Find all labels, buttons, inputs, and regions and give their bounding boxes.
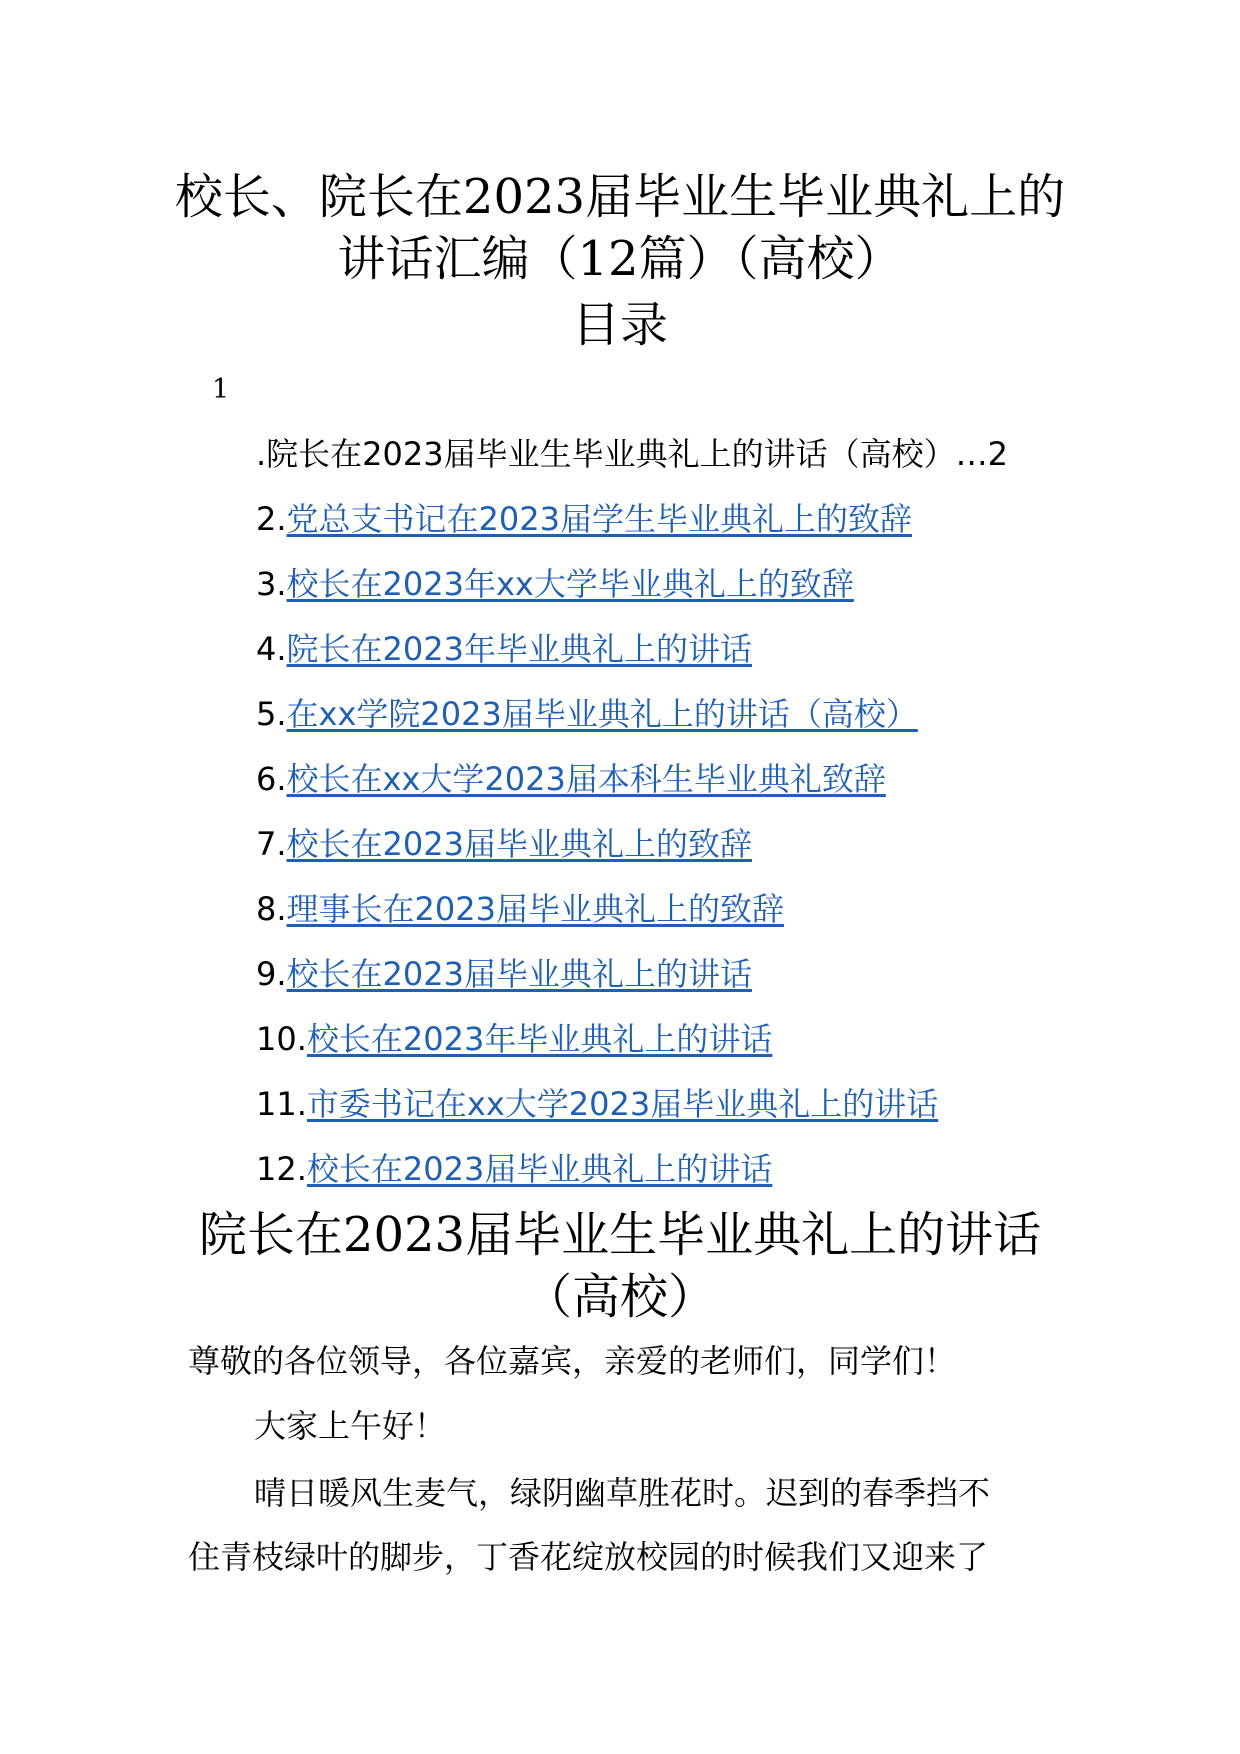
body-paragraph-line: 住青枝绿叶的脚步，丁香花绽放校园的时候我们又迎来了 — [188, 1538, 989, 1576]
toc-item-text: 院长在2023届毕业生毕业典礼上的讲话（高校）…2 — [266, 435, 1008, 473]
table-of-contents — [256, 430, 1008, 1210]
section-title: 院长在2023届毕业生毕业典礼上的讲话（高校） — [198, 1207, 1042, 1325]
toc-item-number: 3. — [256, 565, 287, 603]
toc-item-5 — [256, 690, 1008, 755]
toc-link-10[interactable]: 校长在2023年毕业典礼上的讲话 — [306, 1020, 773, 1058]
toc-link-7[interactable]: 校长在2023届毕业典礼上的致辞 — [286, 825, 752, 863]
toc-item-number: 7. — [256, 825, 287, 863]
document-title: 校长、院长在2023届毕业生毕业典礼上的讲话汇编（12篇）（高校） — [174, 169, 1066, 287]
toc-link-9[interactable]: 校长在2023届毕业典礼上的讲话 — [286, 955, 752, 993]
toc-item-number: 9. — [256, 955, 287, 993]
toc-stray-number: 1 — [212, 374, 230, 405]
toc-item-number: 11. — [256, 1085, 307, 1123]
toc-item-number: 6. — [256, 760, 287, 798]
toc-item-number: 10. — [256, 1020, 307, 1058]
toc-item-7 — [256, 820, 1008, 885]
toc-link-2[interactable]: 党总支书记在2023届学生毕业典礼上的致辞 — [286, 500, 912, 538]
toc-item-10 — [256, 1015, 1008, 1080]
toc-item-1 — [256, 430, 1008, 495]
toc-item-number: 2. — [256, 500, 287, 538]
toc-link-8[interactable]: 理事长在2023届毕业典礼上的致辞 — [286, 890, 784, 928]
toc-item-4 — [256, 625, 1008, 690]
toc-item-number: 8. — [256, 890, 287, 928]
toc-item-11 — [256, 1080, 1008, 1145]
greeting-paragraph: 大家上午好！ — [254, 1407, 447, 1445]
toc-item-2 — [256, 495, 1008, 560]
toc-item-number: . — [256, 435, 267, 473]
toc-link-3[interactable]: 校长在2023年xx大学毕业典礼上的致辞 — [286, 565, 854, 603]
salutation-paragraph: 尊敬的各位领导，各位嘉宾，亲爱的老师们，同学们！ — [188, 1342, 957, 1380]
toc-item-3 — [256, 560, 1008, 625]
toc-item-6 — [256, 755, 1008, 820]
toc-item-number: 5. — [256, 695, 287, 733]
toc-item-number: 4. — [256, 630, 287, 668]
toc-link-11[interactable]: 市委书记在xx大学2023届毕业典礼上的讲话 — [306, 1085, 939, 1123]
body-paragraph-line: 晴日暖风生麦气，绿阴幽草胜花时。迟到的春季挡不 — [254, 1474, 991, 1512]
toc-link-5[interactable]: 在xx学院2023届毕业典礼上的讲话（高校） — [286, 695, 918, 733]
toc-item-8 — [256, 885, 1008, 950]
toc-item-9 — [256, 950, 1008, 1015]
toc-item-12 — [256, 1145, 1008, 1210]
toc-heading: 目录 — [571, 297, 668, 353]
toc-link-4[interactable]: 院长在2023年毕业典礼上的讲话 — [286, 630, 752, 668]
toc-link-12[interactable]: 校长在2023届毕业典礼上的讲话 — [306, 1150, 773, 1188]
toc-link-6[interactable]: 校长在xx大学2023届本科生毕业典礼致辞 — [286, 760, 886, 798]
toc-item-number: 12. — [256, 1150, 307, 1188]
